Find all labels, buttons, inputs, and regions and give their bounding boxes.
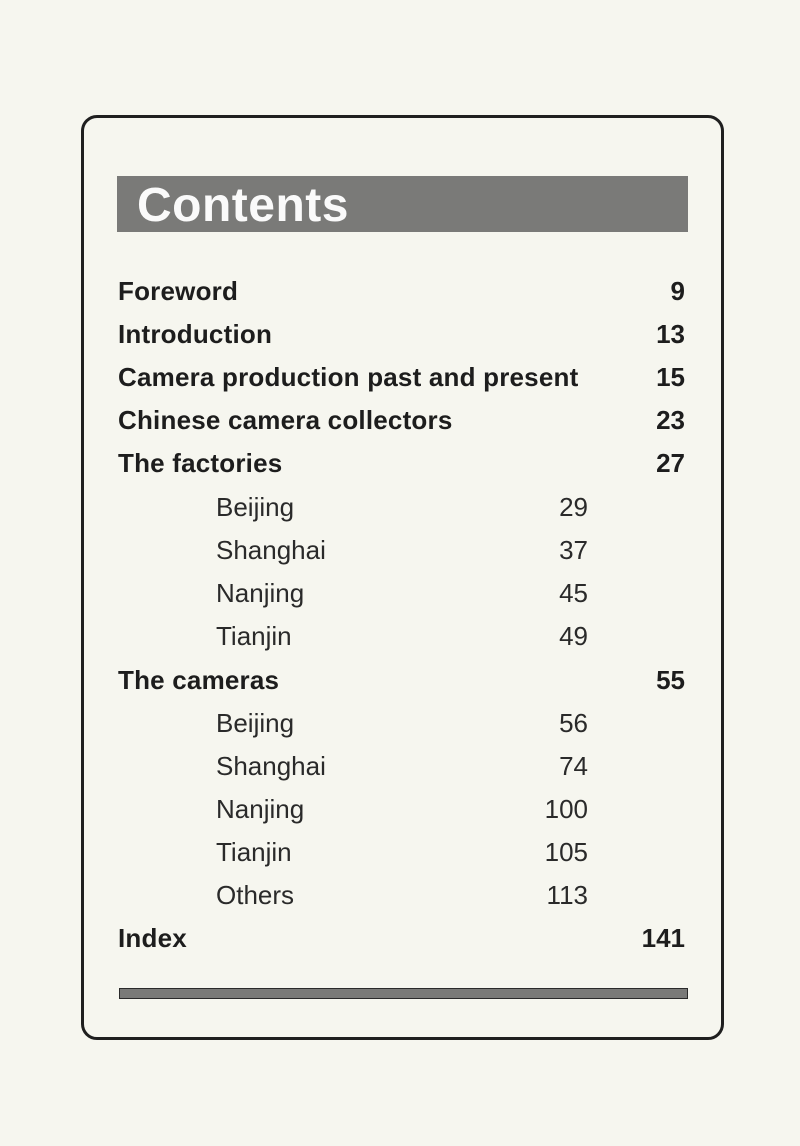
page-title: Contents <box>137 179 349 232</box>
toc-subentry-cameras-tianjin[interactable] <box>0 832 800 872</box>
toc-subentry-cameras-shanghai[interactable] <box>0 746 800 786</box>
toc-entry-page: 13 <box>656 319 685 349</box>
toc-subentry-label: Others <box>216 880 295 910</box>
toc-entry-index[interactable] <box>0 918 800 958</box>
toc-entry-cameras[interactable] <box>0 660 800 700</box>
toc-entry-label: Introduction <box>118 319 273 349</box>
toc-subentry-cameras-nanjing[interactable] <box>0 789 800 829</box>
toc-subentry-factories-tianjin[interactable] <box>0 616 800 656</box>
toc-subentry-label: Nanjing <box>216 578 305 608</box>
toc-subentry-factories-beijing[interactable] <box>0 487 800 527</box>
toc-subentry-factories-nanjing[interactable] <box>0 573 800 613</box>
toc-subentry-label: Shanghai <box>216 535 326 565</box>
toc-subentry-page: 56 <box>559 708 588 738</box>
toc-entry-introduction[interactable] <box>0 314 800 354</box>
toc-entry-label: Index <box>118 923 187 953</box>
toc-entry-page: 141 <box>641 923 685 953</box>
toc-entry-label: Foreword <box>118 276 239 306</box>
toc-entry-label: The factories <box>118 448 283 478</box>
toc-subentry-page: 29 <box>559 492 588 522</box>
toc-entry-page: 55 <box>656 665 685 695</box>
toc-subentry-cameras-beijing[interactable] <box>0 703 800 743</box>
toc-subentry-label: Tianjin <box>216 621 292 651</box>
toc-subentry-page: 113 <box>546 880 588 910</box>
toc-entry-label: Camera production past and present <box>118 362 579 392</box>
toc-subentry-page: 37 <box>559 535 588 565</box>
toc-entry-page: 9 <box>670 276 685 306</box>
toc-subentry-label: Shanghai <box>216 751 326 781</box>
toc-entry-factories[interactable] <box>0 443 800 483</box>
toc-subentry-label: Beijing <box>216 708 295 738</box>
toc-subentry-label: Beijing <box>216 492 295 522</box>
toc-subentry-label: Tianjin <box>216 837 292 867</box>
toc-entry-page: 27 <box>656 448 685 478</box>
toc-subentry-page: 74 <box>559 751 588 781</box>
toc-subentry-page: 105 <box>544 837 588 867</box>
toc-subentry-cameras-others[interactable] <box>0 875 800 915</box>
title-banner <box>117 176 688 232</box>
toc-entry-collectors[interactable] <box>0 400 800 440</box>
toc-subentry-page: 45 <box>559 578 588 608</box>
toc-entry-label: Chinese camera collectors <box>118 405 453 435</box>
toc-subentry-page: 49 <box>559 621 588 651</box>
toc-entry-page: 15 <box>656 362 685 392</box>
toc-entry-foreword[interactable] <box>0 271 800 311</box>
toc-entry-page: 23 <box>656 405 685 435</box>
toc-entry-camera-production[interactable] <box>0 357 800 397</box>
toc-subentry-label: Nanjing <box>216 794 305 824</box>
toc-subentry-page: 100 <box>544 794 588 824</box>
toc-entry-label: The cameras <box>118 665 280 695</box>
toc-subentry-factories-shanghai[interactable] <box>0 530 800 570</box>
bottom-rule <box>119 988 688 999</box>
